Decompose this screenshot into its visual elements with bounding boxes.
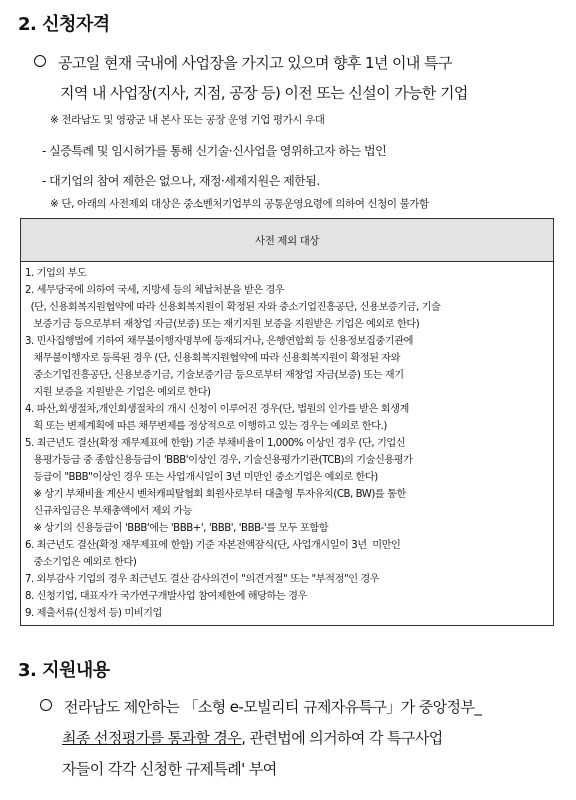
exclusion-line: 4. 파산,회생절차,개인회생절차의 개시 신청이 이루어진 경우(단, 법원의 인가를 받은 회생계	[25, 404, 409, 415]
support-line-1: 전라남도 제안하는 「소형 e-모빌리티 규제자유특구」가 중앙정부_	[64, 698, 482, 716]
exclusion-line: 중소기업진흥공단, 신용보증기금, 기술보증기금 등으로부터 재창업 자금(보증) 또는 재기	[25, 370, 404, 381]
hollow-circle-bullet-icon	[40, 699, 52, 711]
dash-item-2: - 대기업의 참여 제한은 없으나, 재정·세제지원은 제한됨.	[42, 174, 320, 188]
note-preference: ※ 전라남도 및 영광군 내 본사 또는 공장 운영 기업 평가시 우대	[50, 114, 325, 126]
exclusion-line: 9. 제출서류(신청서 등) 미비기업	[25, 608, 162, 619]
exclusion-line: 6. 최근년도 결산(확정 재무제표에 한함) 기준 자본전액잠식(단, 사업개시일이 3년 미만인	[25, 540, 401, 551]
exclusion-line: 2. 세무당국에 의하여 국세, 지방세 등의 체납처분을 받은 경우	[25, 285, 285, 296]
exclusion-line: 5. 최근년도 결산(확정 재무제표에 한함) 기준 부채비율이 1,000% 이상인 경우 (단, 기업신	[25, 438, 406, 449]
exclusion-line: 획 또는 변제계획에 따른 채무변제를 정상적으로 이행하고 있는 경우는 예외로 한다.)	[25, 421, 387, 432]
exclusion-table-header: 사전 제외 대상	[21, 219, 554, 262]
section-3-title: 3. 지원내용	[18, 660, 110, 681]
exclusion-line: 3. 민사집행법에 기하여 채무불이행자명부에 등재되거나, 은행연합회 등 신용정보집중기관에	[25, 336, 413, 347]
support-line-2	[62, 725, 443, 751]
exclusion-line: 채무불이행자로 등록된 경우 (단, 신용회복지원협약에 따라 신용회복지원이 확정된 자와	[25, 353, 401, 364]
exclusion-line: 1. 기업의 부도	[25, 268, 87, 279]
exclusion-line: 중소기업은 예외로 한다)	[25, 557, 137, 568]
exclusion-line: 용평가등급 중 종합신용등급이 'BBB'이상인 경우, 기술신용평가기관(TCB)의 기술신용평가	[25, 455, 413, 466]
exclusion-line: 등급이 "BBB"이상인 경우 또는 사업개시일이 3년 미만인 중소기업은 예외로 한다)	[25, 472, 378, 483]
exclusion-line: 신규차입금은 부채총액에서 제외 가능	[25, 506, 192, 517]
exclusion-line: ※ 상기 부채비율 계산시 벤처캐피탈협회 회원사로부터 대출형 투자유치(CB, BW)를 통한	[25, 489, 406, 500]
hollow-circle-bullet-icon	[34, 55, 46, 67]
section-2-title: 2. 신청자격	[18, 14, 110, 35]
note-exclusion: ※ 단, 아래의 사전제외 대상은 중소벤처기업부의 공통운영요령에 의하여 신청이 불가함	[50, 198, 429, 210]
exclusion-line: 보증기금 등으로부터 재창업 자금(보증) 또는 재기지원 보증을 지원받은 기업은 예외로 한다)	[25, 319, 420, 330]
exclusion-line: (단, 신용회복지원협약에 따라 신용회복지원이 확정된 자와 중소기업진흥공단, 신용보증기금, 기술	[25, 302, 441, 313]
support-line-2-underlined: 최종 선정평가를 통과할 경우	[62, 729, 242, 747]
exclusion-line: 8. 신청기업, 대표자가 국가연구개발사업 참여제한에 해당하는 경우	[25, 591, 307, 602]
support-line-2-rest: , 관련법에 의거하여 각 특구사업	[241, 729, 443, 747]
eligibility-line-2: 지역 내 사업장(지사, 지점, 공장 등) 이전 또는 신설이 가능한 기업	[60, 84, 468, 102]
support-bullet	[40, 694, 481, 720]
eligibility-bullet	[34, 50, 452, 76]
exclusion-table	[20, 218, 554, 626]
dash-item-1: - 실증특례 및 임시허가를 통해 신기술·신사업을 영위하고자 하는 법인	[42, 144, 387, 158]
exclusion-line: 7. 외부감사 기업의 경우 최근년도 결산 감사의견이 "의견거절" 또는 "부적정"인 경우	[25, 574, 380, 585]
exclusion-table-body	[21, 262, 554, 626]
support-line-3: 자들이 각각 신청한 규제특례' 부여	[62, 760, 277, 778]
exclusion-line: ※ 상기의 신용등급이 'BBB'에는 'BBB+', 'BBB', 'BBB-'를 모두 포함함	[25, 523, 329, 534]
exclusion-line: 지원 보증을 지원받은 기업은 예외로 한다)	[25, 387, 211, 398]
eligibility-line-1: 공고일 현재 국내에 사업장을 가지고 있으며 향후 1년 이내 특구	[58, 54, 452, 72]
